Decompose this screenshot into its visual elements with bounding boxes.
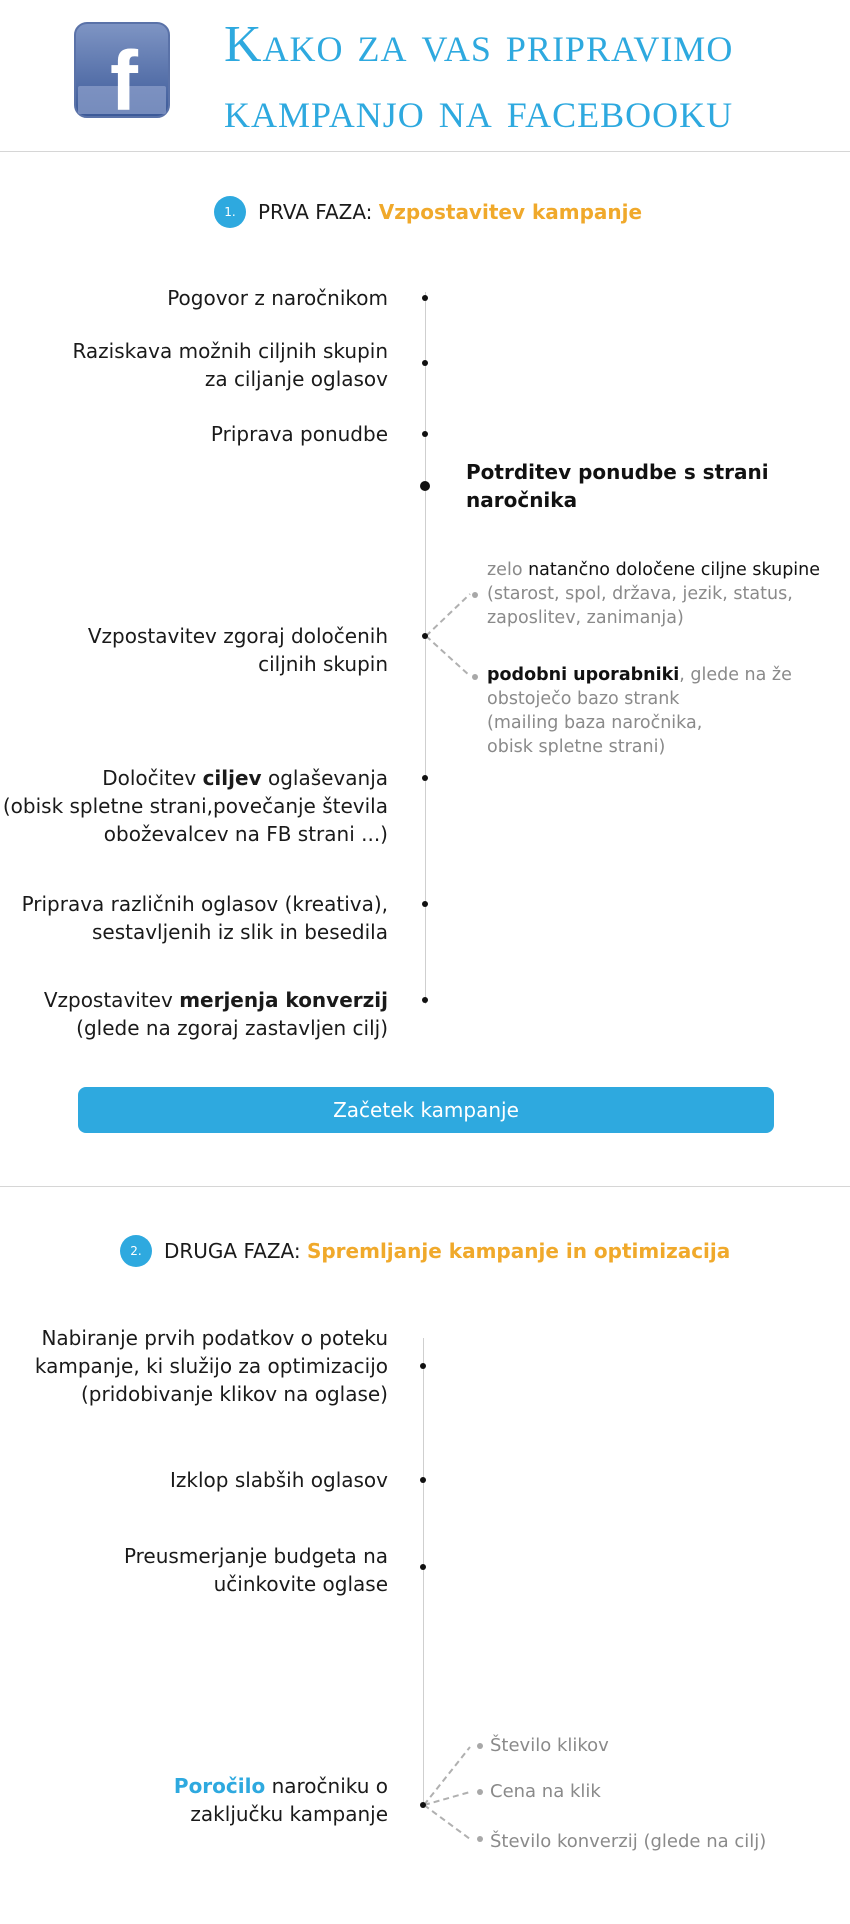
step-priprava-oglasov: Priprava različnih oglasov (kreativa), sestavljenih iz slik in besedila	[21, 892, 388, 944]
phase2-heading	[164, 1235, 730, 1267]
phase1-number-badge: 1.	[214, 196, 246, 228]
report-item-conversions: Število konverzij (glede na cilj)	[490, 1831, 767, 1852]
phase2-label: DRUGA FAZA:	[164, 1239, 301, 1263]
page-title: Kako za vas pripravimo kampanjo na facebooku	[224, 16, 734, 139]
report-item-cpc: Cena na klik	[490, 1781, 601, 1802]
report-item-clicks: Število klikov	[490, 1735, 609, 1756]
report-dot	[477, 1836, 483, 1842]
timeline-dot	[422, 360, 428, 366]
step-merjenje-konverzij: Vzpostavitev merjenja konverzij (glede na zgoraj zastavljen cilj)	[43, 988, 388, 1040]
branch-lookalike-users: podobni uporabniki, glede na že obstoječo bazo strank (mailing baza naročnika, obisk spletne strani)	[487, 665, 792, 757]
step-dolocitev-ciljev: Določitev ciljev oglaševanja (obisk spletne strani,povečanje števila oboževalcev na FB strani ...)	[2, 766, 388, 846]
timeline-dot	[422, 997, 428, 1003]
timeline-dot	[420, 1802, 426, 1808]
phase1-title: Vzpostavitev kampanje	[378, 200, 643, 224]
step-raziskava: Raziskava možnih ciljnih skupin za ciljanje oglasov	[72, 339, 388, 391]
header-divider	[0, 151, 850, 152]
start-campaign-button[interactable]: Začetek kampanje	[78, 1087, 774, 1133]
phase2-title: Spremljanje kampanje in optimizacija	[306, 1239, 731, 1263]
timeline-dot-major	[420, 481, 430, 491]
step-nabiranje-podatkov: Nabiranje prvih podatkov o poteku kampanje, ki služijo za optimizacijo (pridobivanje klikov na oglase)	[34, 1326, 388, 1406]
timeline-dot	[422, 775, 428, 781]
branch-connector	[420, 580, 480, 690]
report-dot	[477, 1743, 483, 1749]
facebook-logo-letter: f	[110, 34, 138, 118]
step-priprava-ponudbe: Priprava ponudbe	[210, 422, 388, 446]
timeline-dot	[422, 295, 428, 301]
timeline-dot	[422, 633, 428, 639]
timeline-dot	[422, 901, 428, 907]
branch-precise-groups: zelo natančno določene ciljne skupine (starost, spol, država, jezik, status, zaposlitev, zanimanja)	[487, 560, 821, 628]
timeline-dot	[420, 1363, 426, 1369]
step-pogovor: Pogovor z naročnikom	[167, 286, 388, 310]
timeline-dot	[420, 1477, 426, 1483]
facebook-logo-icon	[74, 22, 170, 118]
section-divider	[0, 1186, 850, 1187]
step-porocilo: Poročilo naročniku o zaključku kampanje	[173, 1774, 388, 1826]
timeline-dot	[420, 1564, 426, 1570]
report-dot	[477, 1789, 483, 1795]
phase1-heading	[258, 196, 642, 228]
branch-dot	[472, 592, 478, 598]
phase2-number-badge: 2.	[120, 1235, 152, 1267]
step-vzpostavitev-skupin: Vzpostavitev zgoraj določenih ciljnih skupin	[87, 624, 388, 676]
step-izklop-oglasov: Izklop slabših oglasov	[170, 1468, 388, 1492]
phase1-label: PRVA FAZA:	[258, 200, 373, 224]
step-potrditev: Potrditev ponudbe s strani naročnika	[466, 460, 769, 512]
branch-dot	[472, 674, 478, 680]
timeline-dot	[422, 431, 428, 437]
step-preusmerjanje-budgeta: Preusmerjanje budgeta na učinkovite oglase	[123, 1544, 388, 1596]
